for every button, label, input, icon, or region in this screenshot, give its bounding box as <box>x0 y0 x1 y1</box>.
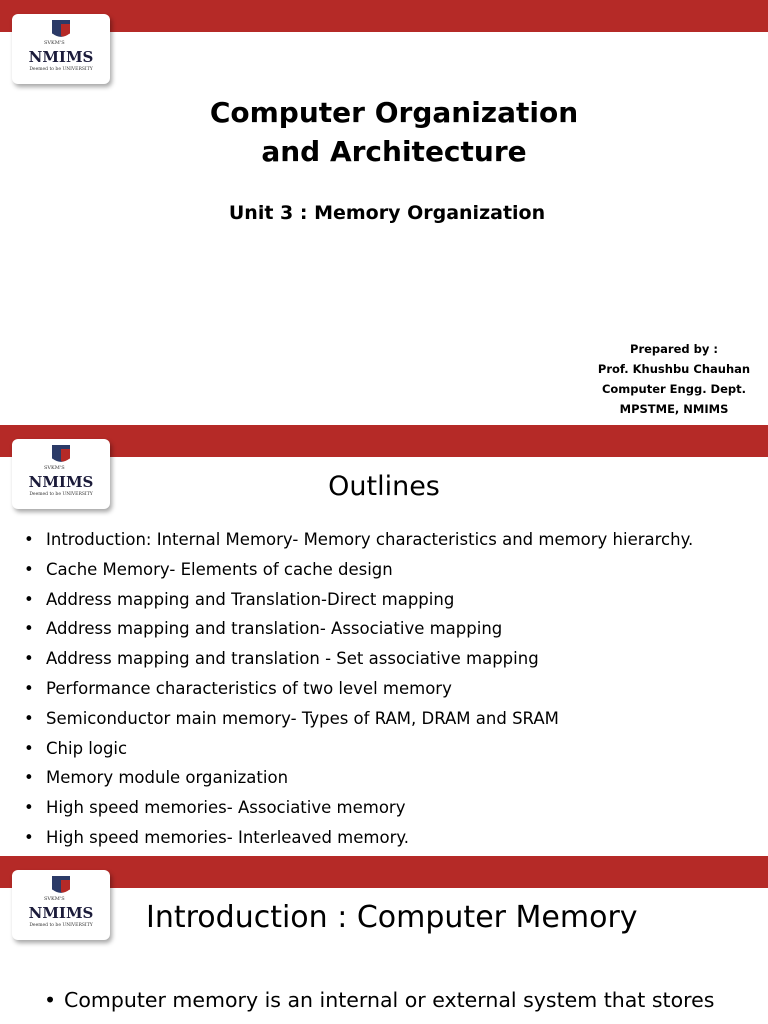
outline-item: • High speed memories- Interleaved memory. <box>24 823 693 853</box>
outline-item: • High speed memories- Associative memory <box>24 793 693 823</box>
outline-item: • Cache Memory- Elements of cache design <box>24 555 693 585</box>
logo-name: NMIMS <box>28 473 94 491</box>
slide-title <box>0 0 768 425</box>
logo-tagline: Deemed to be UNIVERSITY <box>29 67 93 72</box>
author-name: Prof. Khushbu Chauhan <box>597 362 751 376</box>
logo-name: NMIMS <box>28 48 94 66</box>
unit-subtitle: Unit 3 : Memory Organization <box>228 202 546 224</box>
outline-item: • Performance characteristics of two level memory <box>24 674 693 704</box>
logo-svkm: SVKM'S <box>44 40 65 46</box>
outline-list <box>24 525 693 853</box>
header-bar <box>0 0 768 32</box>
slide-outlines <box>0 425 768 856</box>
outline-item: • Address mapping and translation - Set associative mapping <box>24 644 693 674</box>
logo-svkm: SVKM'S <box>44 465 65 471</box>
outlines-title: Outlines <box>328 471 440 502</box>
nmims-logo-graphic <box>12 14 110 84</box>
logo-name: NMIMS <box>28 904 94 922</box>
course-title: Computer Organization and Architecture <box>209 96 579 168</box>
prepared-by-label: Prepared by : <box>630 342 718 356</box>
outline-item: • Chip logic <box>24 734 693 764</box>
author-institute: MPSTME, NMIMS <box>619 402 729 416</box>
nmims-logo-graphic <box>12 870 110 940</box>
intro-bullet <box>44 988 714 1012</box>
slide-introduction <box>0 856 768 1024</box>
nmims-logo <box>12 870 110 940</box>
bullet-dot: • <box>44 988 57 1012</box>
prepared-by-block <box>596 339 752 419</box>
author-dept: Computer Engg. Dept. <box>601 382 747 396</box>
header-bar <box>0 425 768 457</box>
logo-tagline: Deemed to be UNIVERSITY <box>29 492 93 497</box>
logo-tagline: Deemed to be UNIVERSITY <box>29 923 93 928</box>
nmims-logo <box>12 14 110 84</box>
outline-item: • Introduction: Internal Memory- Memory characteristics and memory hierarchy. <box>24 525 693 555</box>
logo-svkm: SVKM'S <box>44 896 65 902</box>
outline-item: • Memory module organization <box>24 763 693 793</box>
header-bar <box>0 856 768 888</box>
outline-item: • Address mapping and translation- Associative mapping <box>24 614 693 644</box>
intro-bullet-text: Computer memory is an internal or external system that stores <box>64 988 715 1012</box>
outline-item: • Address mapping and Translation-Direct mapping <box>24 585 693 615</box>
intro-title: Introduction : Computer Memory <box>146 900 638 935</box>
outline-item: • Semiconductor main memory- Types of RAM, DRAM and SRAM <box>24 704 693 734</box>
